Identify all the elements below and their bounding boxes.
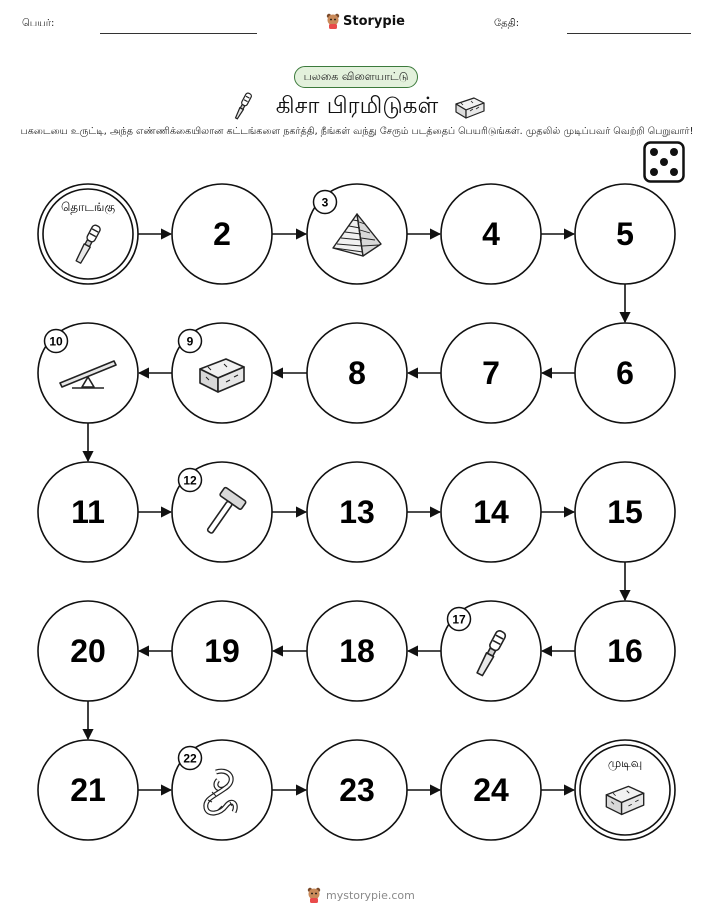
board-space-8 — [307, 323, 407, 423]
space-number: 6 — [616, 355, 634, 391]
footer — [306, 885, 416, 905]
board-space-9 — [172, 323, 272, 423]
board-space-11 — [38, 462, 138, 562]
board-space-17 — [441, 601, 541, 701]
space-number: 19 — [204, 633, 240, 669]
space-number: 13 — [339, 494, 375, 530]
finish-space — [575, 740, 675, 840]
board-space-5 — [575, 184, 675, 284]
space-number: 21 — [70, 772, 106, 808]
space-number: 2 — [213, 216, 231, 252]
board-space-21 — [38, 740, 138, 840]
space-number: 14 — [473, 494, 509, 530]
space-badge-number: 17 — [452, 612, 466, 627]
board-space-16 — [575, 601, 675, 701]
storypie-mascot-icon — [306, 887, 322, 903]
board-space-6 — [575, 323, 675, 423]
space-number: 5 — [616, 216, 634, 252]
board-space-14 — [441, 462, 541, 562]
space-number: 23 — [339, 772, 375, 808]
space-number: 20 — [70, 633, 106, 669]
space-number: 7 — [482, 355, 500, 391]
name-label: பெயர்: — [22, 18, 55, 29]
board-space-19 — [172, 601, 272, 701]
space-number: 4 — [482, 216, 500, 252]
board-space-4 — [441, 184, 541, 284]
board-space-13 — [307, 462, 407, 562]
space-badge-number: 22 — [183, 751, 197, 766]
brand-name: Storypie — [343, 13, 405, 29]
board-space-2 — [172, 184, 272, 284]
page-title: கிசா பிரமிடுகள் — [275, 93, 439, 119]
space-badge-number: 10 — [49, 334, 63, 349]
start-label: தொடங்கு — [60, 200, 116, 214]
space-badge-number: 12 — [183, 473, 197, 488]
board-space-23 — [307, 740, 407, 840]
space-badge-number: 9 — [186, 334, 194, 349]
instructions-text: பகடையை உருட்டி, அந்த எண்ணிக்கையிலான கட்டங்களை நகர்த்தி, நீங்கள் வந்து சேரும் படத்தைப் பெயரிடுங்கள். முதலில் முடிப்பவர் வெற்றி பெறுவார்! — [20, 126, 694, 137]
board-space-24 — [441, 740, 541, 840]
board-spaces — [38, 184, 675, 840]
start-space — [38, 184, 138, 284]
board-space-22 — [172, 740, 272, 840]
board-space-15 — [575, 462, 675, 562]
space-badge-number: 3 — [321, 195, 329, 210]
board-space-7 — [441, 323, 541, 423]
board-space-12 — [172, 462, 272, 562]
space-number: 8 — [348, 355, 366, 391]
board-space-18 — [307, 601, 407, 701]
date-label: தேதி: — [494, 18, 520, 29]
space-number: 18 — [339, 633, 375, 669]
board-space-3 — [307, 184, 407, 284]
space-number: 24 — [473, 772, 509, 808]
footer-url: mystorypie.com — [326, 888, 415, 902]
finish-label: முடிவு — [607, 756, 643, 770]
category-pill: பலகை விளையாட்டு — [294, 66, 418, 88]
space-number: 16 — [607, 633, 643, 669]
space-number: 11 — [71, 494, 105, 530]
board-space-20 — [38, 601, 138, 701]
board-space-10 — [38, 323, 138, 423]
space-number: 15 — [607, 494, 643, 530]
